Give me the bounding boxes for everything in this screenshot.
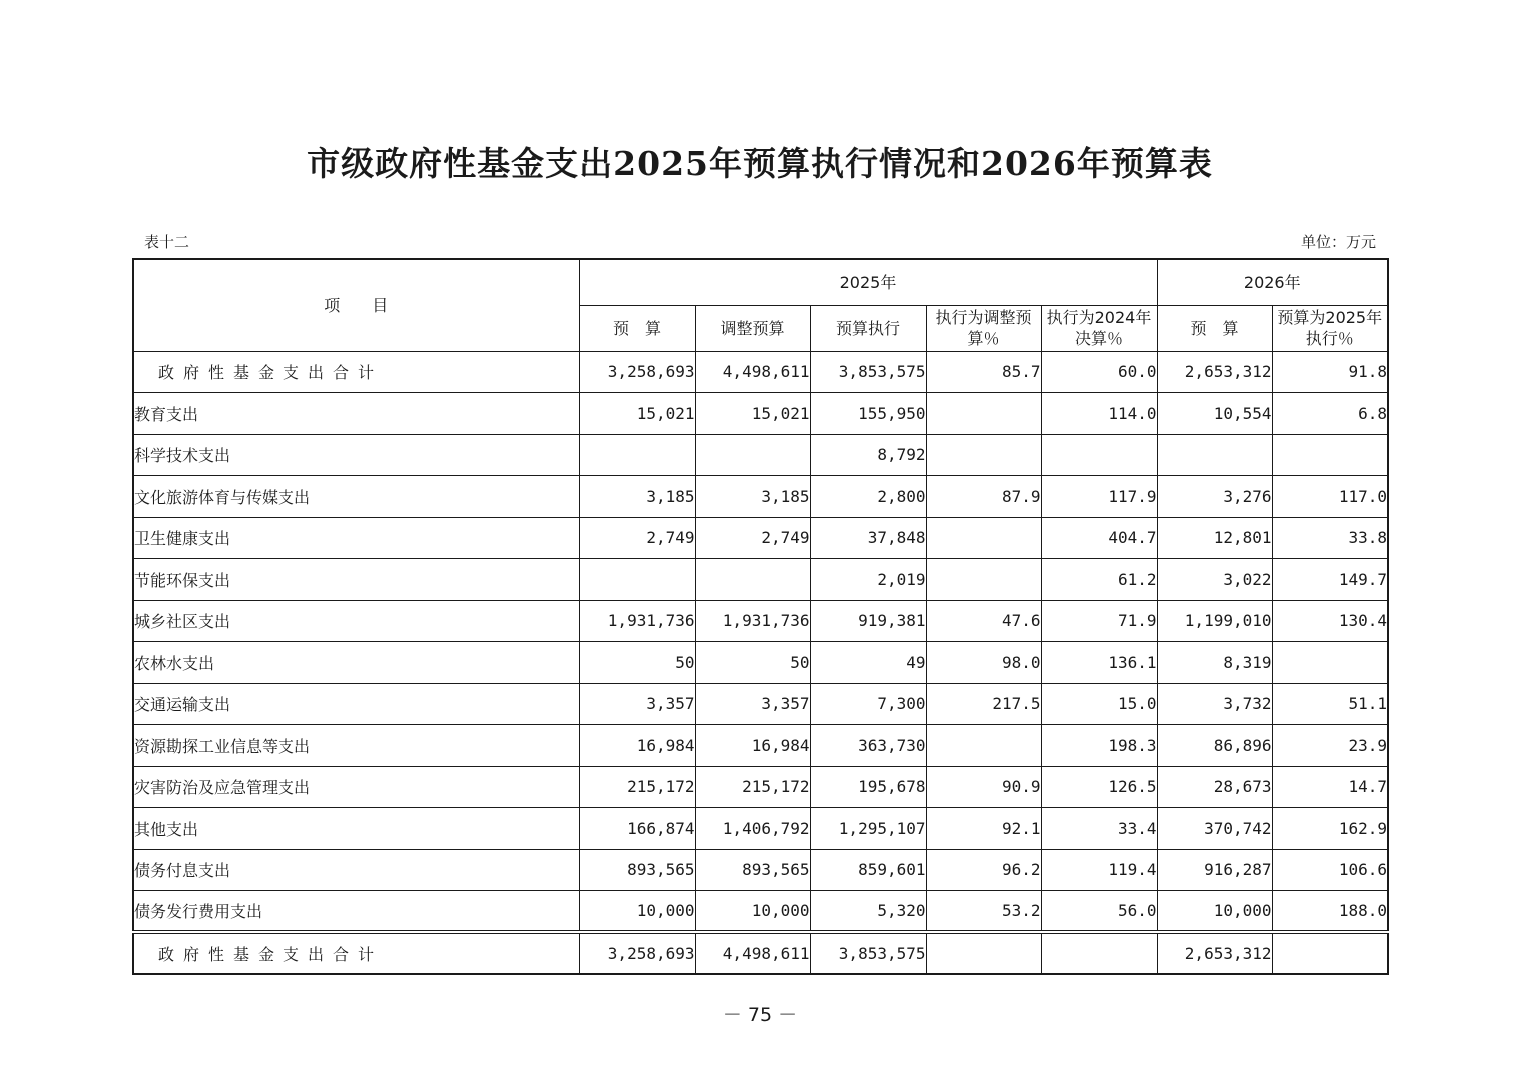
budget-2026-cell: 1,199,010 xyxy=(1157,600,1272,642)
budget-cell: 166,874 xyxy=(579,808,695,850)
budget-2026-cell: 86,896 xyxy=(1157,725,1272,767)
execution-cell: 3,853,575 xyxy=(810,932,926,974)
budget-cell: 215,172 xyxy=(579,766,695,808)
table-row xyxy=(133,891,1388,933)
row-name: 农林水支出 xyxy=(133,642,579,684)
adjusted-cell: 1,931,736 xyxy=(695,600,810,642)
row-name: 债务发行费用支出 xyxy=(133,891,579,933)
table-row xyxy=(133,393,1388,435)
table-row xyxy=(133,351,1388,393)
exec-vs-2024-cell: 119.4 xyxy=(1041,849,1157,891)
budget-table xyxy=(132,258,1389,975)
budget-cell: 3,258,693 xyxy=(579,932,695,974)
budget-2026-cell: 2,653,312 xyxy=(1157,351,1272,393)
unit-label: 单位：万元 xyxy=(1300,233,1376,251)
table-row xyxy=(133,600,1388,642)
budget-cell: 16,984 xyxy=(579,725,695,767)
row-name: 节能环保支出 xyxy=(133,559,579,601)
budget-2025-header: 预 算 xyxy=(579,305,695,351)
budget-cell: 3,258,693 xyxy=(579,351,695,393)
adjusted-cell: 10,000 xyxy=(695,891,810,933)
execution-cell: 1,295,107 xyxy=(810,808,926,850)
budget-cell: 3,357 xyxy=(579,683,695,725)
execution-cell: 3,853,575 xyxy=(810,351,926,393)
page-title: 市级政府性基金支出2025年预算执行情况和2026年预算表 xyxy=(307,144,1213,183)
exec-vs-adjusted-cell: 85.7 xyxy=(926,351,1041,393)
budget-cell: 3,185 xyxy=(579,476,695,518)
budget-2026-cell: 10,554 xyxy=(1157,393,1272,435)
row-name: 债务付息支出 xyxy=(133,849,579,891)
budget-cell xyxy=(579,559,695,601)
budget-2026-cell: 916,287 xyxy=(1157,849,1272,891)
budget-2026-cell xyxy=(1157,434,1272,476)
budget-2026-cell: 10,000 xyxy=(1157,891,1272,933)
budget-2026-cell: 3,022 xyxy=(1157,559,1272,601)
budget-2026-cell: 3,732 xyxy=(1157,683,1272,725)
adjusted-cell xyxy=(695,434,810,476)
execution-cell: 195,678 xyxy=(810,766,926,808)
table-row xyxy=(133,849,1388,891)
exec-vs-2024-cell: 404.7 xyxy=(1041,517,1157,559)
adjusted-cell: 3,357 xyxy=(695,683,810,725)
execution-cell: 7,300 xyxy=(810,683,926,725)
year-2025-header: 2025年 xyxy=(579,259,1157,305)
budget-cell xyxy=(579,434,695,476)
budget-vs-2025-cell: 91.8 xyxy=(1272,351,1388,393)
exec-vs-2024-cell: 136.1 xyxy=(1041,642,1157,684)
exec-vs-2024-cell: 198.3 xyxy=(1041,725,1157,767)
exec-vs-adjusted-cell: 87.9 xyxy=(926,476,1041,518)
execution-cell: 859,601 xyxy=(810,849,926,891)
exec-vs-adjusted-cell xyxy=(926,517,1041,559)
exec-vs-2024-cell: 56.0 xyxy=(1041,891,1157,933)
budget-vs-2025-cell: 14.7 xyxy=(1272,766,1388,808)
table-number: 表十二 xyxy=(144,233,190,251)
adjusted-cell: 4,498,611 xyxy=(695,932,810,974)
execution-cell: 919,381 xyxy=(810,600,926,642)
budget-2026-cell: 12,801 xyxy=(1157,517,1272,559)
budget-vs-2025-cell: 130.4 xyxy=(1272,600,1388,642)
adjusted-budget-header: 调整预算 xyxy=(695,305,810,351)
row-name: 城乡社区支出 xyxy=(133,600,579,642)
budget-cell: 10,000 xyxy=(579,891,695,933)
execution-cell: 49 xyxy=(810,642,926,684)
adjusted-cell: 215,172 xyxy=(695,766,810,808)
adjusted-cell: 1,406,792 xyxy=(695,808,810,850)
budget-2026-cell: 28,673 xyxy=(1157,766,1272,808)
exec-vs-adjusted-cell xyxy=(926,725,1041,767)
exec-vs-adjusted-header: 执行为调整预算％ xyxy=(926,305,1041,351)
exec-vs-adjusted-cell xyxy=(926,559,1041,601)
exec-vs-2024-cell: 15.0 xyxy=(1041,683,1157,725)
adjusted-cell xyxy=(695,559,810,601)
table-row xyxy=(133,559,1388,601)
adjusted-cell: 2,749 xyxy=(695,517,810,559)
exec-vs-adjusted-cell: 98.0 xyxy=(926,642,1041,684)
row-name: 资源勘探工业信息等支出 xyxy=(133,725,579,767)
row-name: 卫生健康支出 xyxy=(133,517,579,559)
table-row xyxy=(133,725,1388,767)
table-row xyxy=(133,434,1388,476)
budget-vs-2025-cell: 162.9 xyxy=(1272,808,1388,850)
budget-vs-2025-cell: 6.8 xyxy=(1272,393,1388,435)
exec-vs-2024-cell: 33.4 xyxy=(1041,808,1157,850)
row-name: 科学技术支出 xyxy=(133,434,579,476)
page-number: － 75 － xyxy=(722,1004,798,1026)
exec-vs-adjusted-cell: 92.1 xyxy=(926,808,1041,850)
budget-cell: 1,931,736 xyxy=(579,600,695,642)
row-name: 其他支出 xyxy=(133,808,579,850)
budget-cell: 50 xyxy=(579,642,695,684)
exec-vs-adjusted-cell xyxy=(926,393,1041,435)
exec-vs-adjusted-cell: 217.5 xyxy=(926,683,1041,725)
exec-vs-2024-cell: 126.5 xyxy=(1041,766,1157,808)
budget-vs-2025-header: 预算为2025年执行％ xyxy=(1272,305,1388,351)
row-name: 政府性基金支出合计 xyxy=(133,932,579,974)
execution-cell: 8,792 xyxy=(810,434,926,476)
table-row xyxy=(133,766,1388,808)
exec-vs-adjusted-cell xyxy=(926,434,1041,476)
exec-vs-2024-cell: 117.9 xyxy=(1041,476,1157,518)
budget-vs-2025-cell xyxy=(1272,642,1388,684)
table-row xyxy=(133,476,1388,518)
adjusted-cell: 16,984 xyxy=(695,725,810,767)
execution-cell: 363,730 xyxy=(810,725,926,767)
row-name: 灾害防治及应急管理支出 xyxy=(133,766,579,808)
exec-vs-2024-cell: 61.2 xyxy=(1041,559,1157,601)
exec-vs-2024-header: 执行为2024年决算％ xyxy=(1041,305,1157,351)
adjusted-cell: 4,498,611 xyxy=(695,351,810,393)
execution-cell: 2,019 xyxy=(810,559,926,601)
budget-2026-cell: 370,742 xyxy=(1157,808,1272,850)
budget-vs-2025-cell: 117.0 xyxy=(1272,476,1388,518)
exec-vs-2024-cell: 114.0 xyxy=(1041,393,1157,435)
row-name: 交通运输支出 xyxy=(133,683,579,725)
exec-vs-adjusted-cell: 47.6 xyxy=(926,600,1041,642)
execution-cell: 2,800 xyxy=(810,476,926,518)
budget-cell: 15,021 xyxy=(579,393,695,435)
exec-vs-adjusted-cell: 90.9 xyxy=(926,766,1041,808)
budget-vs-2025-cell: 188.0 xyxy=(1272,891,1388,933)
execution-header: 预算执行 xyxy=(810,305,926,351)
row-name: 政府性基金支出合计 xyxy=(133,351,579,393)
budget-vs-2025-cell: 149.7 xyxy=(1272,559,1388,601)
execution-cell: 155,950 xyxy=(810,393,926,435)
exec-vs-adjusted-cell xyxy=(926,932,1041,974)
adjusted-cell: 3,185 xyxy=(695,476,810,518)
budget-vs-2025-cell: 51.1 xyxy=(1272,683,1388,725)
budget-2026-header: 预 算 xyxy=(1157,305,1272,351)
table-row xyxy=(133,517,1388,559)
budget-cell: 893,565 xyxy=(579,849,695,891)
adjusted-cell: 15,021 xyxy=(695,393,810,435)
exec-vs-2024-cell: 71.9 xyxy=(1041,600,1157,642)
year-2026-header: 2026年 xyxy=(1157,259,1388,305)
adjusted-cell: 893,565 xyxy=(695,849,810,891)
exec-vs-2024-cell xyxy=(1041,434,1157,476)
row-name: 文化旅游体育与传媒支出 xyxy=(133,476,579,518)
exec-vs-2024-cell xyxy=(1041,932,1157,974)
table-row xyxy=(133,808,1388,850)
execution-cell: 37,848 xyxy=(810,517,926,559)
budget-2026-cell: 2,653,312 xyxy=(1157,932,1272,974)
table-row xyxy=(133,642,1388,684)
exec-vs-adjusted-cell: 53.2 xyxy=(926,891,1041,933)
budget-vs-2025-cell xyxy=(1272,932,1388,974)
budget-vs-2025-cell: 106.6 xyxy=(1272,849,1388,891)
budget-vs-2025-cell: 33.8 xyxy=(1272,517,1388,559)
budget-2026-cell: 3,276 xyxy=(1157,476,1272,518)
budget-2026-cell: 8,319 xyxy=(1157,642,1272,684)
exec-vs-2024-cell: 60.0 xyxy=(1041,351,1157,393)
adjusted-cell: 50 xyxy=(695,642,810,684)
row-name: 教育支出 xyxy=(133,393,579,435)
exec-vs-adjusted-cell: 96.2 xyxy=(926,849,1041,891)
item-column-header: 项 目 xyxy=(133,259,579,351)
budget-vs-2025-cell xyxy=(1272,434,1388,476)
budget-vs-2025-cell: 23.9 xyxy=(1272,725,1388,767)
budget-cell: 2,749 xyxy=(579,517,695,559)
table-row-total xyxy=(133,932,1388,974)
execution-cell: 5,320 xyxy=(810,891,926,933)
table-row xyxy=(133,683,1388,725)
